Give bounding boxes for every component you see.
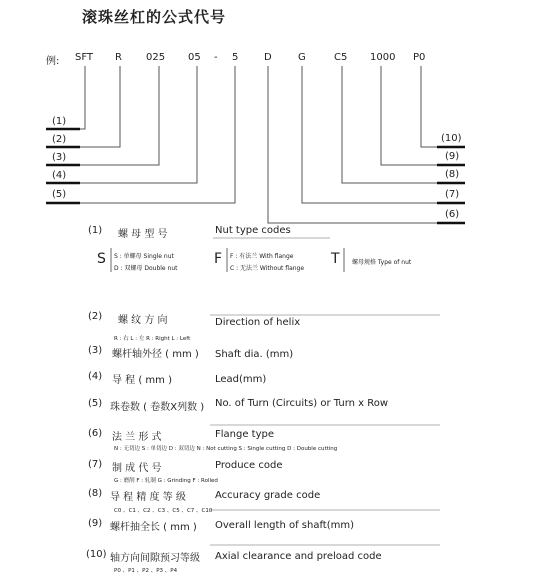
section-1-label: 螺 母 型 号 bbox=[118, 229, 168, 240]
section-3-label: 螺杆轴外径 ( mm ) bbox=[112, 349, 199, 360]
left-label-5: (5) bbox=[52, 189, 67, 200]
section-7-number: (7) bbox=[88, 459, 103, 470]
section-10-en: Axial clearance and preload code bbox=[215, 551, 382, 562]
page-title: 滚珠丝杠的公式代号 bbox=[82, 8, 227, 26]
section-6-number: (6) bbox=[88, 428, 103, 439]
section-2-number: (2) bbox=[88, 311, 103, 322]
right-label-10: (10) bbox=[441, 133, 462, 144]
section-1-number: (1) bbox=[88, 225, 103, 236]
section-8-en: Accuracy grade code bbox=[215, 490, 321, 501]
section-8-note: C0 、C1 、C2 、C3 、C5 、C7 、C10 bbox=[114, 508, 213, 514]
section-5-number: (5) bbox=[88, 398, 103, 409]
code-part-c5: C5 bbox=[334, 52, 348, 63]
right-label-7: (7) bbox=[445, 189, 460, 200]
section-2-note: R : 右 L : 左 R : Right L : Left bbox=[114, 336, 191, 342]
code-part-g: G bbox=[298, 52, 306, 63]
section-10-note: P0 、P1 、P2 、P3 、P4 bbox=[114, 568, 178, 574]
section-7-note: G : 磨削 F : 轧制 G : Grinding F : Rolled bbox=[114, 478, 218, 484]
section-10-label: 轴方向间隙预习等级 bbox=[110, 553, 200, 564]
section-4-number: (4) bbox=[88, 371, 103, 382]
right-label-9: (9) bbox=[445, 151, 460, 162]
section-2-en: Direction of helix bbox=[215, 317, 301, 328]
code-part-p0: P0 bbox=[413, 52, 426, 63]
code-part-5: 5 bbox=[232, 52, 239, 63]
flange-option-without: C : 无法兰 Without flange bbox=[230, 265, 305, 272]
section-9-number: (9) bbox=[88, 518, 103, 529]
code-part-r: R bbox=[115, 52, 122, 63]
type-letter-t: T bbox=[331, 251, 340, 267]
nut-letter-s: S bbox=[97, 251, 106, 267]
section-7-en: Produce code bbox=[215, 460, 283, 471]
section-6-note: N : 无切边 S : 单切边 D : 双切边 N : Not cutting S : Single cutting D : Double cutting bbox=[114, 446, 338, 452]
flange-letter-f: F bbox=[214, 251, 223, 267]
section-4-label: 导 程 ( mm ) bbox=[112, 375, 172, 386]
section-8-label: 导 程 精 度 等 级 bbox=[110, 492, 186, 503]
nut-option-single: S : 单螺母 Single nut bbox=[114, 253, 174, 260]
section-5-en: No. of Turn (Circuits) or Turn x Row bbox=[215, 398, 389, 409]
left-label-1: (1) bbox=[52, 116, 67, 127]
section-1-en: Nut type codes bbox=[215, 225, 291, 236]
section-5-label: 珠卷数 ( 卷数X列数 ) bbox=[110, 402, 205, 413]
section-6-label: 法 兰 形 式 bbox=[112, 432, 162, 443]
section-7-label: 制 成 代 号 bbox=[112, 463, 162, 474]
code-part-d: D bbox=[264, 52, 272, 63]
left-label-3: (3) bbox=[52, 152, 67, 163]
right-label-8: (8) bbox=[445, 169, 460, 180]
section-10-number: (10) bbox=[86, 549, 107, 560]
section-8-number: (8) bbox=[88, 488, 103, 499]
right-label-6: (6) bbox=[445, 209, 460, 220]
code-part-05: 05 bbox=[188, 52, 201, 63]
section-3-en: Shaft dia. (mm) bbox=[215, 349, 294, 360]
section-6-en: Flange type bbox=[215, 429, 275, 440]
code-part-dash: - bbox=[214, 52, 218, 63]
flange-option-with: F : 有法兰 With flange bbox=[230, 253, 294, 260]
left-label-2: (2) bbox=[52, 134, 67, 145]
section-9-label: 螺杆抽全长 ( mm ) bbox=[110, 522, 197, 533]
code-part-sft: SFT bbox=[75, 52, 94, 63]
section-9-en: Overall length of shaft(mm) bbox=[215, 520, 355, 531]
example-prefix: 例: bbox=[46, 56, 60, 67]
type-of-nut: 螺母规格 Type of nut bbox=[352, 259, 412, 266]
section-3-number: (3) bbox=[88, 345, 103, 356]
code-part-025: 025 bbox=[146, 52, 166, 63]
left-label-4: (4) bbox=[52, 170, 67, 181]
section-4-en: Lead(mm) bbox=[215, 374, 267, 385]
section-2-label: 螺 纹 方 向 bbox=[118, 315, 168, 326]
code-part-1000: 1000 bbox=[370, 52, 396, 63]
nut-option-double: D : 双螺母 Double nut bbox=[114, 265, 178, 272]
